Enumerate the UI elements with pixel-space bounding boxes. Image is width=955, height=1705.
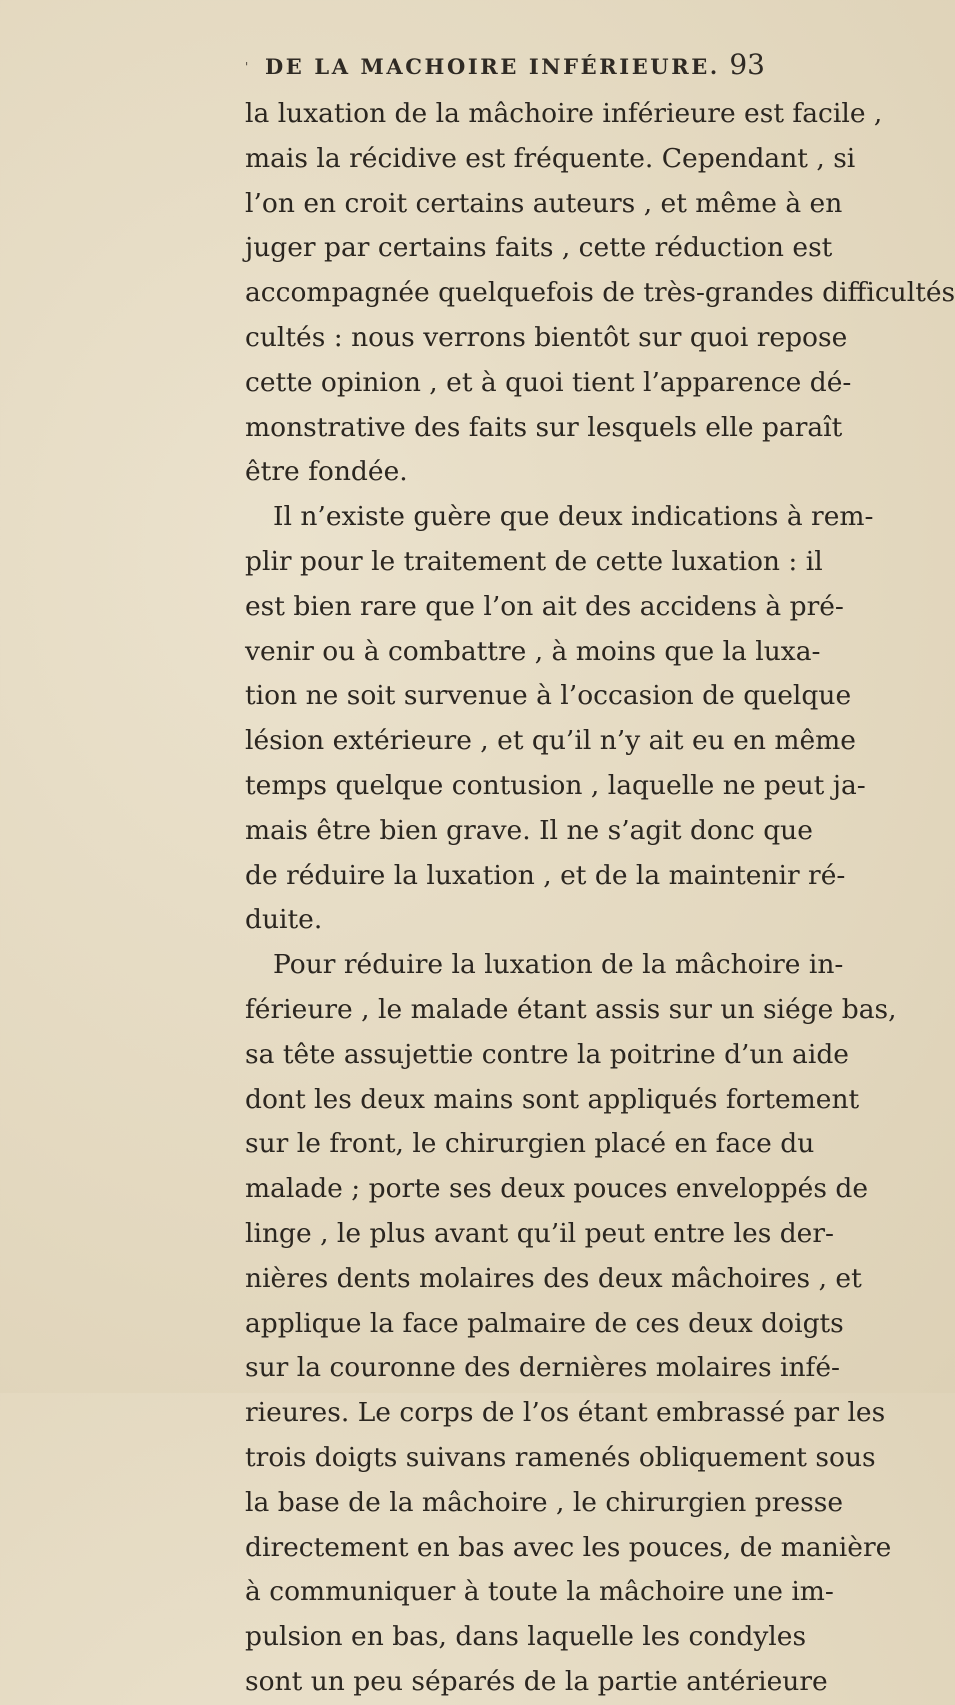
text-line: Pour réduire la luxation de la mâchoire in- xyxy=(273,949,844,981)
text-line: sont un peu séparés de la partie antérieure xyxy=(245,1665,828,1697)
text-line: directement en bas avec les pouces, de manière xyxy=(245,1531,892,1563)
text-line: plir pour le traitement de cette luxation : il xyxy=(245,545,823,577)
text-line: l’on en croit certains auteurs , et même à en xyxy=(245,187,843,219)
running-head xyxy=(245,46,765,86)
text-line: Il n’existe guère que deux indications à rem- xyxy=(273,501,874,533)
text-line: malade ; porte ses deux pouces enveloppés de xyxy=(245,1173,868,1205)
text-line: pulsion en bas, dans laquelle les condyles xyxy=(245,1621,807,1653)
text-line: temps quelque contusion , laquelle ne peut ja- xyxy=(245,769,866,801)
text-line: est bien rare que l’on ait des accidens à pré- xyxy=(245,590,844,622)
text-line: accompagnée quelquefois de très-grandes difficultés xyxy=(245,277,955,309)
text-line: juger par certains faits , cette réduction est xyxy=(245,232,833,264)
text-line: mais la récidive est fréquente. Cependant , si xyxy=(245,142,856,174)
running-head-title: DE LA MACHOIRE INFÉRIEURE. xyxy=(265,54,720,79)
text-line: à communiquer à toute la mâchoire une im- xyxy=(245,1576,834,1608)
text-line: de réduire la luxation , et de la maintenir ré- xyxy=(245,859,846,891)
text-line: être fondée. xyxy=(245,456,408,488)
text-line: tion ne soit survenue à l’occasion de quelque xyxy=(245,680,852,712)
text-line: mais être bien grave. Il ne s’agit donc que xyxy=(245,814,813,846)
text-line: cette opinion , et à quoi tient l’apparence dé- xyxy=(245,366,852,398)
text-line: venir ou à combattre , à moins que la luxa- xyxy=(245,635,821,667)
text-line: trois doigts suivans ramenés obliquement sous xyxy=(245,1441,876,1473)
running-head-mark: ' xyxy=(245,60,249,74)
page-number: 93 xyxy=(729,48,765,81)
text-line: duite. xyxy=(245,904,323,936)
text-line: monstrative des faits sur lesquels elle paraît xyxy=(245,411,843,443)
text-line: lésion extérieure , et qu’il n’y ait eu en même xyxy=(245,725,856,757)
body-text xyxy=(245,92,955,1705)
text-line: applique la face palmaire de ces deux doigts xyxy=(245,1307,844,1339)
text-line: dont les deux mains sont appliqués fortement xyxy=(245,1083,860,1115)
text-line: sur la couronne des dernières molaires infé- xyxy=(245,1352,840,1384)
text-line: férieure , le malade étant assis sur un siége bas, xyxy=(245,993,897,1025)
text-line: nières dents molaires des deux mâchoires , et xyxy=(245,1262,862,1294)
text-line: sa tête assujettie contre la poitrine d’un aide xyxy=(245,1038,849,1070)
text-line: cultés : nous verrons bientôt sur quoi repose xyxy=(245,321,848,353)
text-line: la base de la mâchoire , le chirurgien presse xyxy=(245,1486,843,1518)
text-line: la luxation de la mâchoire inférieure est facile , xyxy=(245,98,883,129)
text-line: sur le front, le chirurgien placé en face du xyxy=(245,1128,815,1160)
text-line: rieures. Le corps de l’os étant embrassé par les xyxy=(245,1397,886,1429)
text-line: linge , le plus avant qu’il peut entre les der- xyxy=(245,1217,834,1249)
